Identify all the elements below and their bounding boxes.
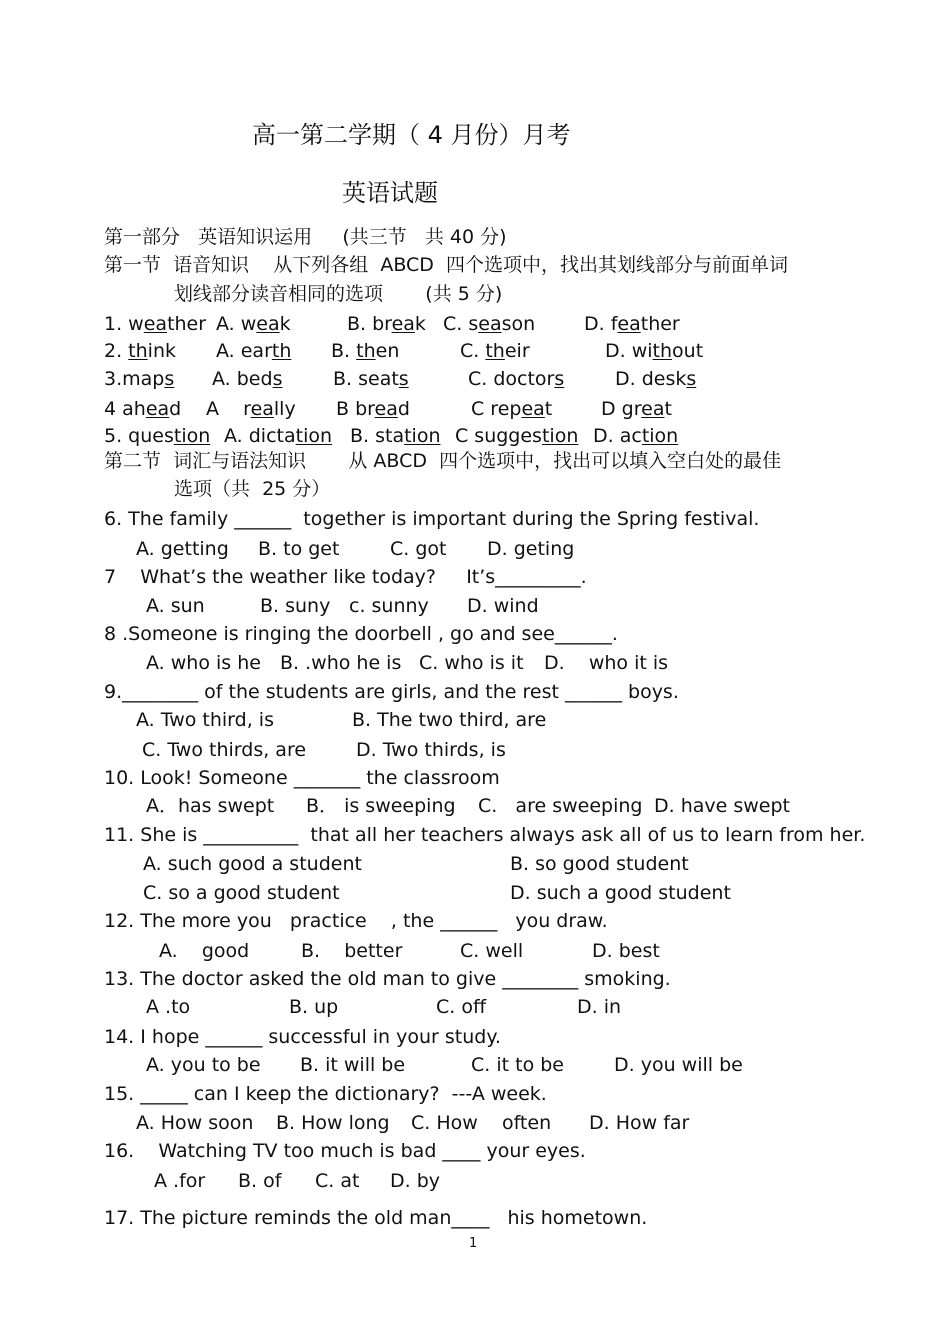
- phonetic-item-2-option-d: D. without: [605, 340, 704, 362]
- question-9-stem: 9.________ of the students are girls, and the rest ______ boys.: [104, 681, 679, 703]
- phonetic-item-2-option-b: B. then: [331, 340, 400, 362]
- phonetic-item-4-option-a: A really: [206, 398, 296, 420]
- question-10-option-b: B． is sweeping: [306, 795, 456, 817]
- phonetic-item-1-option-c: C. season: [443, 313, 536, 335]
- question-9-option-c: C. Two thirds, are: [142, 739, 307, 761]
- phonetic-item-3-word: 3.maps: [104, 368, 175, 390]
- question-8-option-a: A. who is he: [146, 652, 261, 674]
- question-15-option-c: C. How often: [411, 1112, 552, 1134]
- phonetic-item-3-option-c: C. doctors: [468, 368, 565, 390]
- question-7-stem: 7 What’s the weather like today? It’s_________.: [104, 566, 587, 588]
- question-15-option-a: A. How soon: [136, 1112, 254, 1134]
- question-15-stem: 15. _____ can I keep the dictionary? ---A week.: [104, 1083, 547, 1105]
- question-14-option-d: D. you will be: [614, 1054, 743, 1076]
- part1-heading: 第一部分 英语知识运用 (共三节 共 40 分): [104, 226, 507, 248]
- phonetic-item-1-option-b: B. break: [347, 313, 426, 335]
- question-8-stem: 8 .Someone is ringing the doorbell , go and see______.: [104, 623, 618, 645]
- question-7-option-b: B. suny: [260, 595, 331, 617]
- question-11-option-d: D. such a good student: [510, 882, 731, 904]
- exam-subtitle: 英语试题: [342, 179, 438, 207]
- question-7-option-d: D. wind: [467, 595, 539, 617]
- question-8-option-d: D. who it is: [544, 652, 669, 674]
- phonetic-item-5-option-d: D. action: [593, 425, 679, 447]
- question-11-stem: 11. She is __________ that all her teachers always ask all of us to learn from her.: [104, 824, 866, 846]
- section2-heading-line2: 选项（共 25 分）: [174, 478, 331, 500]
- question-9-option-b: B. The two third, are: [352, 709, 547, 731]
- question-8-option-b: B. .who he is: [280, 652, 402, 674]
- phonetic-item-5-option-c: C suggestion: [455, 425, 579, 447]
- question-14-option-a: A. you to be: [146, 1054, 261, 1076]
- question-17-stem: 17. The picture reminds the old man____ his hometown.: [104, 1207, 648, 1229]
- question-13-option-a: A .to: [146, 996, 191, 1018]
- question-12-option-d: D. best: [592, 940, 660, 962]
- question-8-option-c: C. who is it: [419, 652, 524, 674]
- question-12-option-c: C. well: [460, 940, 524, 962]
- question-10-option-a: A．has swept: [146, 795, 275, 817]
- question-11-option-c: C. so a good student: [143, 882, 340, 904]
- question-9-option-d: D. Two thirds, is: [356, 739, 506, 761]
- section2-heading-line1: 第二节 词汇与语法知识 从 ABCD 四个选项中，找出可以填入空白处的最佳: [104, 450, 782, 472]
- phonetic-item-1-option-a: A. weak: [216, 313, 291, 335]
- phonetic-item-3-option-a: A. beds: [212, 368, 283, 390]
- question-10-stem: 10. Look! Someone _______ the classroom: [104, 767, 500, 789]
- phonetic-item-1-option-d: D. feather: [584, 313, 680, 335]
- phonetic-item-5-word: 5. question: [104, 425, 211, 447]
- question-16-stem: 16. Watching TV too much is bad ____ your eyes.: [104, 1140, 586, 1162]
- question-6-option-c: C. got: [390, 538, 447, 560]
- question-10-option-d: D. have swept: [654, 795, 791, 817]
- question-14-option-c: C. it to be: [471, 1054, 564, 1076]
- phonetic-item-2-option-c: C. their: [460, 340, 530, 362]
- question-13-option-c: C. off: [436, 996, 487, 1018]
- phonetic-item-2-word: 2. think: [104, 340, 176, 362]
- question-16-option-b: B. of: [238, 1170, 282, 1192]
- phonetic-item-4-option-d: D great: [601, 398, 672, 420]
- phonetic-item-5-option-a: A. dictation: [224, 425, 333, 447]
- question-10-option-c: C. are sweeping: [478, 795, 643, 817]
- page-number: 1: [469, 1236, 478, 1251]
- question-13-stem: 13. The doctor asked the old man to give ________ smoking.: [104, 968, 671, 990]
- question-6-option-a: A. getting: [136, 538, 229, 560]
- question-13-option-d: D. in: [577, 996, 622, 1018]
- exam-title: 高一第二学期（ 4 月份）月考: [252, 121, 571, 149]
- question-14-option-b: B. it will be: [300, 1054, 406, 1076]
- question-12-option-b: B. better: [301, 940, 403, 962]
- phonetic-item-3-option-b: B. seats: [333, 368, 409, 390]
- phonetic-item-5-option-b: B. station: [350, 425, 441, 447]
- question-16-option-d: D. by: [390, 1170, 441, 1192]
- question-12-stem: 12. The more you practice , the ______ you draw.: [104, 910, 608, 932]
- question-16-option-c: C. at: [315, 1170, 360, 1192]
- phonetic-item-4-word: 4 ahead: [104, 398, 182, 420]
- phonetic-item-2-option-a: A. earth: [216, 340, 292, 362]
- section1-heading-line1: 第一节 语音知识 从下列各组 ABCD 四个选项中，找出其划线部分与前面单词: [104, 254, 788, 276]
- question-7-option-a: A. sun: [146, 595, 205, 617]
- phonetic-item-3-option-d: D. desks: [615, 368, 697, 390]
- phonetic-item-4-option-b: B bread: [336, 398, 410, 420]
- question-14-stem: 14. I hope ______ successful in your study.: [104, 1026, 501, 1048]
- question-6-stem: 6. The family ______ together is important during the Spring festival.: [104, 508, 760, 530]
- question-15-option-d: D. How far: [589, 1112, 690, 1134]
- phonetic-item-1-word: 1. weather: [104, 313, 207, 335]
- section1-heading-line2: 划线部分读音相同的选项 (共 5 分): [174, 283, 503, 305]
- question-7-option-c: c. sunny: [349, 595, 429, 617]
- question-6-option-b: B. to get: [258, 538, 340, 560]
- question-6-option-d: D. geting: [487, 538, 575, 560]
- question-11-option-a: A. such good a student: [143, 853, 362, 875]
- question-9-option-a: A. Two third, is: [136, 709, 274, 731]
- question-12-option-a: A. good: [159, 940, 250, 962]
- phonetic-item-4-option-c: C repeat: [471, 398, 553, 420]
- question-15-option-b: B. How long: [276, 1112, 390, 1134]
- question-11-option-b: B. so good student: [510, 853, 689, 875]
- question-16-option-a: A .for: [154, 1170, 206, 1192]
- question-13-option-b: B. up: [289, 996, 339, 1018]
